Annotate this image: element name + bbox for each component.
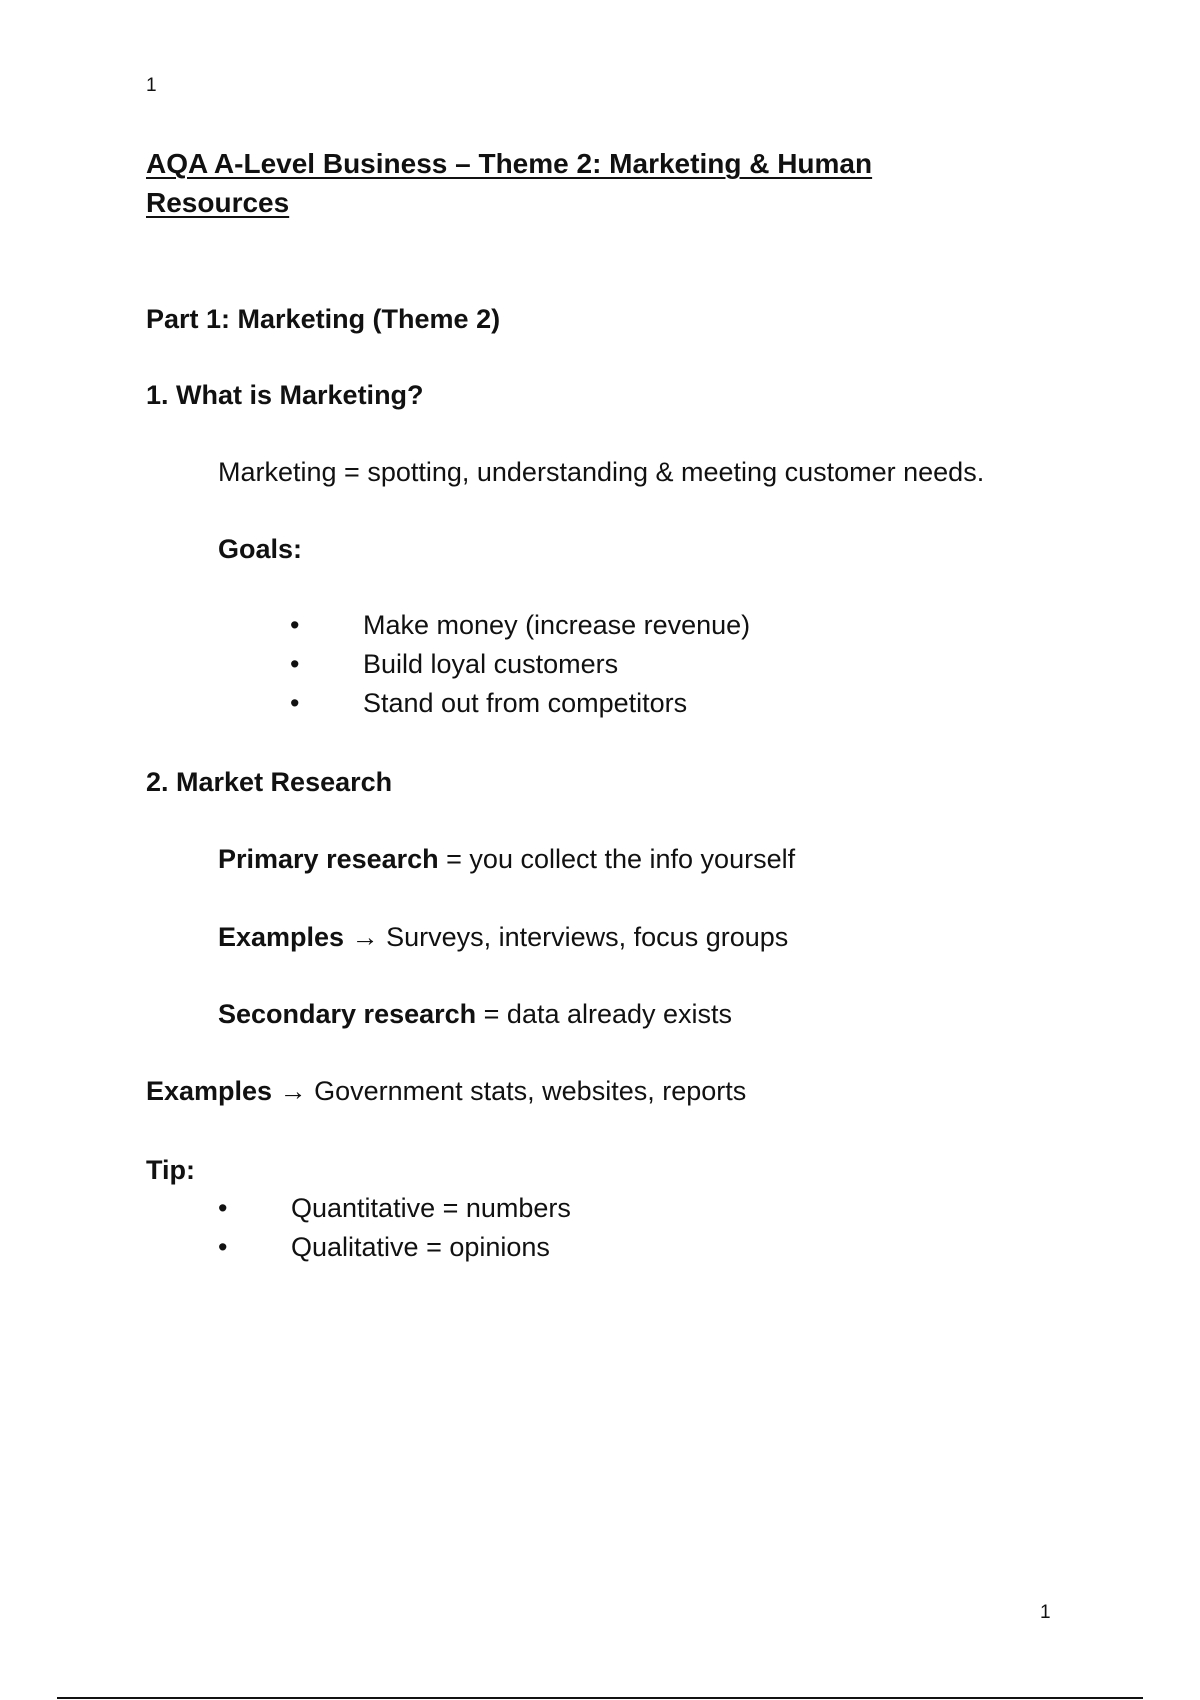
- tips-list: [218, 1189, 571, 1267]
- document-title: [146, 144, 966, 222]
- page-header-number: 1: [146, 75, 157, 96]
- bullet-glyph: •: [290, 688, 300, 718]
- primary-examples-line: [218, 920, 788, 954]
- primary-examples-label: Examples: [218, 922, 345, 952]
- goals-list: [290, 606, 750, 723]
- document-title-line-1: AQA A-Level Business – Theme 2: Marketing & Human: [146, 148, 873, 179]
- primary-research-term: Primary research: [218, 844, 439, 874]
- footer-divider: [57, 1697, 1143, 1699]
- list-item: [290, 606, 750, 645]
- part-heading: Part 1: Marketing (Theme 2): [146, 304, 501, 334]
- tip-text: Qualitative = opinions: [291, 1232, 550, 1262]
- primary-research-definition: = you collect the info yourself: [438, 844, 796, 874]
- bullet-glyph: •: [290, 649, 300, 679]
- tip-text: Quantitative = numbers: [291, 1193, 571, 1223]
- section-2-heading: 2. Market Research: [146, 767, 393, 797]
- secondary-research-definition: = data already exists: [476, 999, 733, 1029]
- list-item: [290, 684, 750, 723]
- bullet-glyph: •: [218, 1193, 228, 1223]
- goals-label: Goals:: [218, 534, 303, 564]
- list-item: [218, 1189, 571, 1228]
- document-title-line-2: Resources: [146, 187, 290, 218]
- page-footer-number: 1: [1040, 1602, 1051, 1623]
- bullet-glyph: •: [218, 1232, 228, 1262]
- goal-text: Stand out from competitors: [363, 688, 688, 718]
- secondary-research-term: Secondary research: [218, 999, 477, 1029]
- list-item: [218, 1228, 571, 1267]
- list-item: [290, 645, 750, 684]
- marketing-definition: Marketing = spotting, understanding & meeting customer needs.: [218, 457, 985, 487]
- section-1-heading: 1. What is Marketing?: [146, 380, 424, 410]
- tip-label: Tip:: [146, 1155, 195, 1185]
- bullet-glyph: •: [290, 610, 300, 640]
- primary-examples-text: → Surveys, interviews, focus groups: [344, 922, 789, 952]
- goal-text: Build loyal customers: [363, 649, 619, 679]
- secondary-examples-text: → Government stats, websites, reports: [272, 1076, 747, 1106]
- goal-text: Make money (increase revenue): [363, 610, 751, 640]
- secondary-research-line: [218, 997, 732, 1031]
- secondary-examples-label: Examples: [146, 1076, 273, 1106]
- secondary-examples-line: [146, 1074, 746, 1108]
- primary-research-line: [218, 842, 795, 876]
